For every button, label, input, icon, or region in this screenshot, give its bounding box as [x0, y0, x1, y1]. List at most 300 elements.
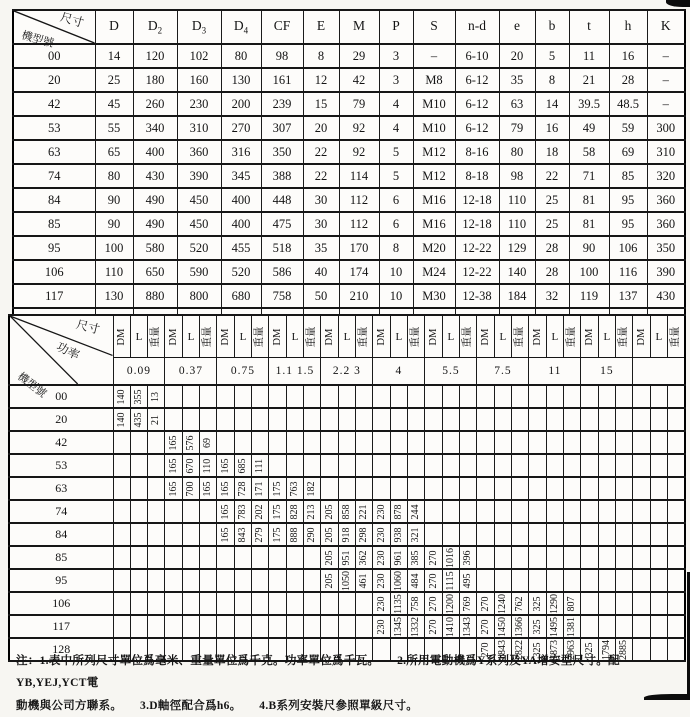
value-cell — [477, 454, 494, 477]
rotated-value: 728 — [236, 481, 248, 496]
value-cell — [321, 477, 338, 500]
value-cell — [148, 523, 165, 546]
spec-cell: 170 — [339, 236, 379, 260]
rotated-value: 270 — [427, 619, 439, 634]
l-column-header — [338, 315, 355, 358]
value-cell — [546, 592, 563, 615]
value-cell — [650, 408, 667, 431]
value-cell — [304, 477, 321, 500]
value-cell — [598, 546, 615, 569]
value-cell — [321, 431, 338, 454]
value-cell — [581, 477, 598, 500]
model-label: 74 — [13, 164, 95, 188]
value-cell — [616, 385, 633, 408]
power-rating-cell: 7.5 — [477, 358, 529, 386]
corner-label-power: 功率 — [54, 339, 82, 363]
l-column-header — [494, 315, 511, 358]
spec-cell: 5 — [535, 44, 569, 68]
rotated-value: 325 — [531, 619, 543, 634]
value-cell — [269, 500, 286, 523]
spec-cell: 580 — [133, 236, 177, 260]
rotated-value: 205 — [323, 527, 335, 542]
value-cell — [512, 454, 529, 477]
value-cell — [529, 523, 546, 546]
value-cell — [182, 477, 199, 500]
spec-cell: 360 — [647, 188, 685, 212]
value-cell — [390, 385, 407, 408]
spec-cell: 518 — [261, 236, 303, 260]
spec-cell: 6-12 — [455, 116, 499, 140]
value-cell — [668, 500, 686, 523]
value-cell — [148, 546, 165, 569]
spec-cell: 116 — [609, 260, 647, 284]
spec-cell: 388 — [261, 164, 303, 188]
value-cell — [269, 615, 286, 638]
column-header — [455, 10, 499, 44]
dm-column-header — [633, 315, 650, 358]
spec-cell: 102 — [177, 44, 221, 68]
spec-cell: 15 — [303, 92, 339, 116]
value-cell — [217, 523, 234, 546]
column-header-label: D — [147, 18, 158, 34]
value-cell — [338, 592, 355, 615]
value-cell — [633, 523, 650, 546]
column-header — [133, 10, 177, 44]
model-label: 117 — [13, 284, 95, 308]
rotated-value: 961 — [392, 550, 404, 565]
value-cell — [460, 454, 477, 477]
rotated-value: 298 — [358, 527, 370, 542]
rotated-value: 325 — [531, 642, 543, 657]
value-cell — [304, 500, 321, 523]
spec-cell: 270 — [221, 116, 261, 140]
rotated-value: 763 — [288, 481, 300, 496]
value-cell — [182, 592, 199, 615]
dm-column-header — [321, 315, 338, 358]
value-cell — [650, 477, 667, 500]
column-header-label: D — [191, 18, 202, 34]
value-cell — [356, 431, 373, 454]
value-cell — [390, 546, 407, 569]
rotated-value: 1240 — [496, 593, 508, 614]
spec-cell: 98 — [261, 44, 303, 68]
value-cell — [217, 477, 234, 500]
value-cell — [269, 408, 286, 431]
value-cell — [633, 500, 650, 523]
column-header-label: n-d — [468, 18, 486, 34]
value-cell — [564, 477, 581, 500]
value-cell — [512, 592, 529, 615]
value-cell — [442, 523, 459, 546]
model-label: 53 — [13, 116, 95, 140]
value-cell — [373, 546, 390, 569]
subheader-label: DM — [583, 328, 595, 345]
model-label: 106 — [13, 260, 95, 284]
value-cell — [494, 408, 511, 431]
weight-table-subheader-row — [9, 315, 685, 358]
spec-cell: 140 — [499, 260, 535, 284]
l-column-header — [390, 315, 407, 358]
value-cell — [165, 385, 182, 408]
rotated-value: 171 — [254, 481, 266, 496]
value-cell — [564, 408, 581, 431]
value-cell — [668, 431, 686, 454]
value-cell — [234, 523, 251, 546]
value-cell — [113, 615, 130, 638]
value-cell — [217, 592, 234, 615]
value-cell — [460, 569, 477, 592]
value-cell — [148, 454, 165, 477]
value-cell — [252, 385, 269, 408]
dimension-table-corner-cell — [13, 9, 95, 51]
value-cell — [165, 431, 182, 454]
column-header-label: CF — [273, 18, 291, 34]
value-cell — [494, 431, 511, 454]
value-cell — [286, 477, 303, 500]
subheader-label: L — [135, 331, 143, 343]
value-cell — [598, 523, 615, 546]
spec-cell: 48.5 — [609, 92, 647, 116]
value-cell — [338, 615, 355, 638]
spec-cell: 4 — [379, 92, 413, 116]
power-rating-cell: 1.1 1.5 — [269, 358, 321, 386]
spec-cell: 6-12 — [455, 68, 499, 92]
value-cell — [165, 569, 182, 592]
value-cell — [338, 477, 355, 500]
spec-cell: 18 — [535, 140, 569, 164]
column-header-label: D — [233, 18, 244, 34]
value-cell — [252, 546, 269, 569]
value-cell — [269, 569, 286, 592]
value-cell — [356, 500, 373, 523]
value-cell — [252, 431, 269, 454]
value-cell — [425, 500, 442, 523]
value-cell — [148, 408, 165, 431]
subheader-label: DM — [167, 328, 179, 345]
column-header-label: e — [514, 18, 520, 34]
value-cell — [356, 523, 373, 546]
rotated-value: 21 — [150, 414, 162, 425]
rotated-value: 2963 — [566, 639, 578, 660]
rotated-value: 175 — [271, 527, 283, 542]
value-cell — [616, 615, 633, 638]
value-cell — [182, 615, 199, 638]
subheader-label: DM — [635, 328, 647, 345]
spec-cell: 310 — [177, 116, 221, 140]
rotated-value: 230 — [375, 550, 387, 565]
rotated-value: 878 — [392, 504, 404, 519]
l-column-header — [286, 315, 303, 358]
value-cell — [390, 569, 407, 592]
value-cell — [408, 523, 425, 546]
value-cell — [512, 385, 529, 408]
power-rating-cell: 4 — [373, 358, 425, 386]
value-cell — [442, 431, 459, 454]
value-cell — [633, 408, 650, 431]
rotated-value: 270 — [479, 642, 491, 657]
value-cell — [252, 569, 269, 592]
column-header-label: E — [316, 18, 326, 34]
value-cell — [113, 477, 130, 500]
value-cell — [390, 431, 407, 454]
subheader-label: L — [499, 331, 507, 343]
table-row — [9, 408, 685, 431]
rotated-value: 175 — [271, 504, 283, 519]
value-cell — [494, 500, 511, 523]
value-cell — [494, 546, 511, 569]
value-cell — [668, 615, 686, 638]
spec-cell: 63 — [499, 92, 535, 116]
value-cell — [217, 385, 234, 408]
value-cell — [633, 385, 650, 408]
rotated-value: 2822 — [514, 639, 526, 660]
rotated-value: 828 — [288, 504, 300, 519]
subheader-label: L — [187, 331, 195, 343]
model-label: 84 — [13, 188, 95, 212]
subheader-label: DM — [219, 328, 231, 345]
rotated-value: 2885 — [618, 639, 630, 660]
spec-cell: 307 — [261, 116, 303, 140]
spec-cell: 400 — [133, 140, 177, 164]
value-cell — [425, 408, 442, 431]
value-cell — [668, 546, 686, 569]
model-label: 53 — [9, 454, 113, 477]
spec-cell: – — [647, 68, 685, 92]
subheader-label: 重量 — [565, 326, 577, 347]
rotated-value: 270 — [479, 596, 491, 611]
value-cell — [529, 592, 546, 615]
table-row — [9, 523, 685, 546]
value-cell — [425, 454, 442, 477]
spec-cell: 14 — [535, 92, 569, 116]
value-cell — [130, 523, 147, 546]
value-cell — [148, 385, 165, 408]
rotated-value: 762 — [514, 596, 526, 611]
subheader-label: 重量 — [306, 326, 318, 347]
spec-cell: 174 — [339, 260, 379, 284]
spec-cell: 400 — [221, 188, 261, 212]
spec-cell: 32 — [535, 284, 569, 308]
rotated-value: 165 — [167, 481, 179, 496]
value-cell — [130, 569, 147, 592]
spec-cell: 448 — [261, 188, 303, 212]
value-cell — [529, 431, 546, 454]
value-cell — [512, 431, 529, 454]
rotated-value: 325 — [583, 642, 595, 657]
power-rating-cell: 0.75 — [217, 358, 269, 386]
spec-cell: 49 — [569, 116, 609, 140]
value-cell — [252, 500, 269, 523]
spec-cell: 28 — [535, 260, 569, 284]
spec-cell: 10 — [379, 260, 413, 284]
value-cell — [494, 454, 511, 477]
value-cell — [512, 500, 529, 523]
column-header-label: t — [587, 18, 591, 34]
value-cell — [616, 431, 633, 454]
rotated-value: 576 — [184, 435, 196, 450]
value-cell — [182, 431, 199, 454]
value-cell — [321, 546, 338, 569]
value-cell — [217, 408, 234, 431]
corner-label-size: 尺寸 — [59, 9, 86, 31]
value-cell — [460, 408, 477, 431]
spec-cell: 490 — [133, 188, 177, 212]
spec-cell: 35 — [499, 68, 535, 92]
model-label: 74 — [9, 500, 113, 523]
spec-cell: 239 — [261, 92, 303, 116]
value-cell — [598, 615, 615, 638]
weight-column-header — [460, 315, 477, 358]
value-cell — [460, 385, 477, 408]
value-cell — [564, 500, 581, 523]
spec-cell: 92 — [339, 116, 379, 140]
value-cell — [477, 592, 494, 615]
value-cell — [408, 431, 425, 454]
value-cell — [321, 592, 338, 615]
spec-cell: M10 — [413, 92, 455, 116]
spec-cell: 310 — [647, 140, 685, 164]
table-row — [13, 212, 685, 236]
spec-cell: 10 — [379, 284, 413, 308]
column-header — [535, 10, 569, 44]
value-cell — [356, 569, 373, 592]
value-cell — [650, 615, 667, 638]
power-rating-cell: 15 — [581, 358, 633, 386]
value-cell — [373, 523, 390, 546]
value-cell — [546, 385, 563, 408]
spec-cell: 161 — [261, 68, 303, 92]
value-cell — [546, 615, 563, 638]
value-cell — [234, 477, 251, 500]
spec-cell: 12 — [303, 68, 339, 92]
value-cell — [286, 615, 303, 638]
value-cell — [217, 546, 234, 569]
value-cell — [113, 546, 130, 569]
spec-cell: 350 — [261, 140, 303, 164]
spec-cell: 25 — [535, 212, 569, 236]
power-rating-cell: 0.37 — [165, 358, 217, 386]
value-cell — [633, 615, 650, 638]
spec-cell: 400 — [221, 212, 261, 236]
rotated-value: 270 — [427, 573, 439, 588]
value-cell — [217, 569, 234, 592]
spec-cell: 3 — [379, 68, 413, 92]
value-cell — [408, 408, 425, 431]
value-cell — [130, 546, 147, 569]
weight-column-header — [564, 315, 581, 358]
column-header-subscript: 3 — [201, 25, 207, 36]
value-cell — [581, 569, 598, 592]
value-cell — [546, 454, 563, 477]
rotated-value: 69 — [202, 437, 214, 448]
table-row — [9, 385, 685, 408]
value-cell — [408, 615, 425, 638]
value-cell — [512, 523, 529, 546]
weight-column-header — [616, 315, 633, 358]
value-cell — [234, 408, 251, 431]
model-label: 42 — [13, 92, 95, 116]
value-cell — [460, 477, 477, 500]
footnote-line: 動機與公司方聯系。 3.D軸徑配合爲h6。 4.B系列安裝尺參照單級尺寸。 — [16, 699, 419, 712]
value-cell — [477, 523, 494, 546]
value-cell — [338, 500, 355, 523]
spec-cell: 35 — [303, 236, 339, 260]
column-header-label: b — [548, 18, 556, 34]
value-cell — [616, 523, 633, 546]
rotated-value: 1366 — [514, 616, 526, 637]
spec-cell: 22 — [535, 164, 569, 188]
value-cell — [408, 454, 425, 477]
value-cell — [477, 615, 494, 638]
column-header — [499, 10, 535, 44]
value-cell — [564, 615, 581, 638]
subheader-label: L — [291, 331, 299, 343]
value-cell — [598, 477, 615, 500]
value-cell — [113, 500, 130, 523]
rotated-value: 938 — [392, 527, 404, 542]
column-header — [569, 10, 609, 44]
column-header-label: K — [660, 18, 671, 34]
value-cell — [130, 592, 147, 615]
spec-cell: 450 — [177, 212, 221, 236]
spec-cell: 40 — [303, 260, 339, 284]
power-rating-cell — [633, 358, 685, 386]
spec-cell: 20 — [303, 116, 339, 140]
dm-column-header — [165, 315, 182, 358]
spec-cell: 80 — [95, 164, 133, 188]
spec-cell: 85 — [609, 164, 647, 188]
spec-cell: 25 — [535, 188, 569, 212]
value-cell — [269, 523, 286, 546]
rotated-value: 355 — [132, 389, 144, 404]
rotated-value: 165 — [219, 481, 231, 496]
table-row — [13, 188, 685, 212]
value-cell — [373, 500, 390, 523]
value-cell — [477, 431, 494, 454]
rotated-value: 230 — [375, 527, 387, 542]
rotated-value: 888 — [288, 527, 300, 542]
spec-cell: 8 — [535, 68, 569, 92]
spec-cell: M16 — [413, 188, 455, 212]
value-cell — [130, 385, 147, 408]
value-cell — [165, 615, 182, 638]
rotated-value: 1345 — [392, 616, 404, 637]
value-cell — [408, 592, 425, 615]
dm-column-header — [581, 315, 598, 358]
spec-cell: 112 — [339, 188, 379, 212]
value-cell — [148, 615, 165, 638]
value-cell — [234, 592, 251, 615]
spec-cell: 80 — [499, 140, 535, 164]
spec-cell: M12 — [413, 140, 455, 164]
value-cell — [373, 569, 390, 592]
subheader-label: 重量 — [150, 326, 162, 347]
value-cell — [182, 408, 199, 431]
value-cell — [494, 477, 511, 500]
spec-cell: 316 — [221, 140, 261, 164]
spec-cell: 129 — [499, 236, 535, 260]
value-cell — [564, 385, 581, 408]
rotated-value: 1450 — [496, 616, 508, 637]
spec-cell: – — [413, 44, 455, 68]
table-row — [9, 454, 685, 477]
value-cell — [442, 546, 459, 569]
value-cell — [546, 546, 563, 569]
rotated-value: 110 — [202, 458, 214, 473]
value-cell — [633, 569, 650, 592]
value-cell — [356, 385, 373, 408]
value-cell — [165, 500, 182, 523]
